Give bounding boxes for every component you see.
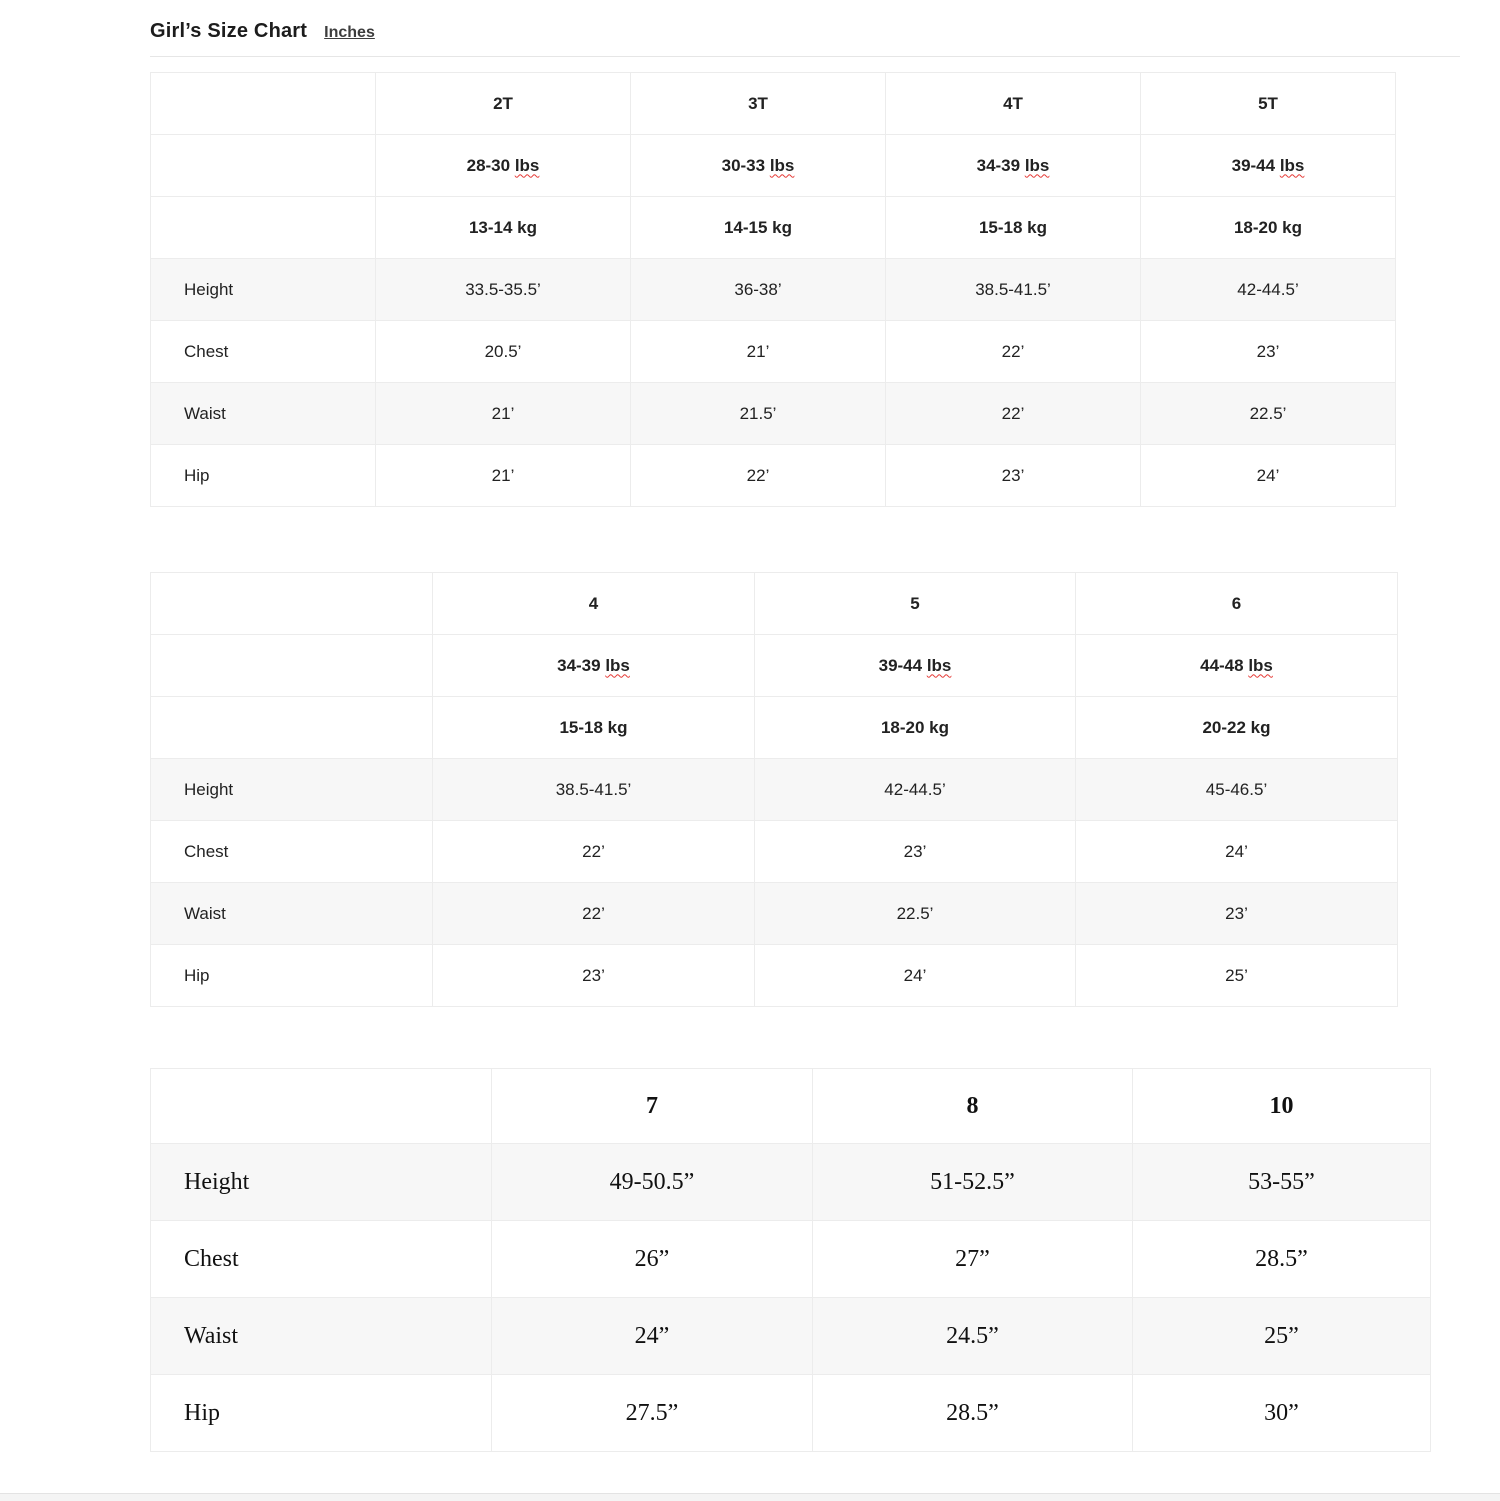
size-value-cell: 38.5-41.5’ [433, 759, 755, 821]
table-row-weight-kg [151, 197, 1396, 259]
size-value-cell: 23’ [1141, 321, 1396, 383]
misspelled-lbs-text: lbs [1279, 155, 1305, 175]
size-value-cell: 28.5” [1133, 1221, 1431, 1298]
size-column-header: 5T [1141, 73, 1396, 135]
misspelled-lbs-text: lbs [769, 155, 795, 175]
measurement-label: Waist [151, 383, 376, 445]
table-row-weight-lbs [151, 135, 1396, 197]
table-row-hip [151, 1375, 1431, 1452]
measurement-label: Hip [151, 1375, 492, 1452]
measurement-label: Waist [151, 1298, 492, 1375]
size-value-cell: 28.5” [813, 1375, 1133, 1452]
size-value-cell: 38.5-41.5’ [886, 259, 1141, 321]
size-value-cell: 25” [1133, 1298, 1431, 1375]
size-value-cell: 23’ [433, 945, 755, 1007]
size-value-cell: 21’ [376, 383, 631, 445]
size-value-cell: 34-39 lbs [886, 135, 1141, 197]
size-value-cell: 24’ [1141, 445, 1396, 507]
size-value-cell: 22’ [433, 821, 755, 883]
size-value-cell: 34-39 lbs [433, 635, 755, 697]
big-kid-size-table [150, 1068, 1431, 1452]
size-value-cell: 51-52.5” [813, 1144, 1133, 1221]
corner-cell [151, 573, 433, 635]
misspelled-lbs-text: lbs [514, 155, 540, 175]
corner-cell [151, 197, 376, 259]
size-value-cell: 45-46.5’ [1076, 759, 1398, 821]
size-column-header: 4 [433, 573, 755, 635]
size-value-cell: 39-44 lbs [755, 635, 1076, 697]
size-chart-page [150, 20, 1460, 1452]
size-value-cell: 14-15 kg [631, 197, 886, 259]
size-value-cell: 30” [1133, 1375, 1431, 1452]
inches-unit-link[interactable]: Inches [324, 24, 375, 41]
table-row-header [151, 573, 1398, 635]
size-column-header: 3T [631, 73, 886, 135]
size-value-cell: 23’ [886, 445, 1141, 507]
measurement-label: Chest [151, 321, 376, 383]
size-value-cell: 22’ [886, 383, 1141, 445]
size-value-cell: 24.5” [813, 1298, 1133, 1375]
measurement-label: Hip [151, 445, 376, 507]
size-value-cell: 22’ [886, 321, 1141, 383]
table-row-height [151, 759, 1398, 821]
table-row-waist [151, 1298, 1431, 1375]
title-row [150, 20, 1460, 43]
size-value-cell: 13-14 kg [376, 197, 631, 259]
corner-cell [151, 697, 433, 759]
size-value-cell: 30-33 lbs [631, 135, 886, 197]
size-value-cell: 18-20 kg [755, 697, 1076, 759]
table-row-header [151, 73, 1396, 135]
misspelled-lbs-text: lbs [1024, 155, 1050, 175]
size-value-cell: 20-22 kg [1076, 697, 1398, 759]
toddler-size-table [150, 72, 1396, 507]
tables-container [150, 72, 1460, 1452]
misspelled-lbs-text: lbs [605, 655, 630, 675]
size-value-cell: 24” [492, 1298, 813, 1375]
size-value-cell: 53-55” [1133, 1144, 1431, 1221]
size-column-header: 6 [1076, 573, 1398, 635]
size-value-cell: 18-20 kg [1141, 197, 1396, 259]
corner-cell [151, 135, 376, 197]
size-value-cell: 33.5-35.5’ [376, 259, 631, 321]
size-value-cell: 28-30 lbs [376, 135, 631, 197]
size-value-cell: 22’ [631, 445, 886, 507]
size-value-cell: 24’ [1076, 821, 1398, 883]
corner-cell [151, 1069, 492, 1144]
size-value-cell: 36-38’ [631, 259, 886, 321]
table-row-weight-lbs [151, 635, 1398, 697]
size-value-cell: 42-44.5’ [755, 759, 1076, 821]
table-row-waist [151, 883, 1398, 945]
title-divider [150, 56, 1460, 57]
table-row-height [151, 1144, 1431, 1221]
corner-cell [151, 73, 376, 135]
size-value-cell: 21’ [631, 321, 886, 383]
table-row-hip [151, 445, 1396, 507]
size-column-header: 8 [813, 1069, 1133, 1144]
misspelled-lbs-text: lbs [926, 655, 952, 675]
size-value-cell: 24’ [755, 945, 1076, 1007]
table-row-chest [151, 321, 1396, 383]
table-row-hip [151, 945, 1398, 1007]
size-value-cell: 23’ [755, 821, 1076, 883]
size-value-cell: 39-44 lbs [1141, 135, 1396, 197]
table-row-weight-kg [151, 697, 1398, 759]
size-column-header: 5 [755, 573, 1076, 635]
measurement-label: Hip [151, 945, 433, 1007]
measurement-label: Height [151, 1144, 492, 1221]
table-row-waist [151, 383, 1396, 445]
size-value-cell: 26” [492, 1221, 813, 1298]
table-row-chest [151, 1221, 1431, 1298]
measurement-label: Chest [151, 1221, 492, 1298]
size-column-header: 10 [1133, 1069, 1431, 1144]
size-value-cell: 22.5’ [755, 883, 1076, 945]
page-title: Girl’s Size Chart [150, 20, 308, 42]
size-column-header: 4T [886, 73, 1141, 135]
size-value-cell: 42-44.5’ [1141, 259, 1396, 321]
measurement-label: Waist [151, 883, 433, 945]
little-kid-size-table [150, 572, 1398, 1007]
size-value-cell: 25’ [1076, 945, 1398, 1007]
table-row-chest [151, 821, 1398, 883]
size-column-header: 2T [376, 73, 631, 135]
size-value-cell: 44-48 lbs [1076, 635, 1398, 697]
size-value-cell: 22.5’ [1141, 383, 1396, 445]
table-row-header [151, 1069, 1431, 1144]
size-value-cell: 20.5’ [376, 321, 631, 383]
size-value-cell: 49-50.5” [492, 1144, 813, 1221]
misspelled-lbs-text: lbs [1248, 655, 1273, 675]
size-value-cell: 15-18 kg [433, 697, 755, 759]
size-value-cell: 21.5’ [631, 383, 886, 445]
measurement-label: Height [151, 759, 433, 821]
size-value-cell: 15-18 kg [886, 197, 1141, 259]
measurement-label: Height [151, 259, 376, 321]
size-value-cell: 22’ [433, 883, 755, 945]
size-column-header: 7 [492, 1069, 813, 1144]
size-value-cell: 23’ [1076, 883, 1398, 945]
measurement-label: Chest [151, 821, 433, 883]
size-value-cell: 21’ [376, 445, 631, 507]
table-row-height [151, 259, 1396, 321]
size-value-cell: 27” [813, 1221, 1133, 1298]
corner-cell [151, 635, 433, 697]
size-value-cell: 27.5” [492, 1375, 813, 1452]
